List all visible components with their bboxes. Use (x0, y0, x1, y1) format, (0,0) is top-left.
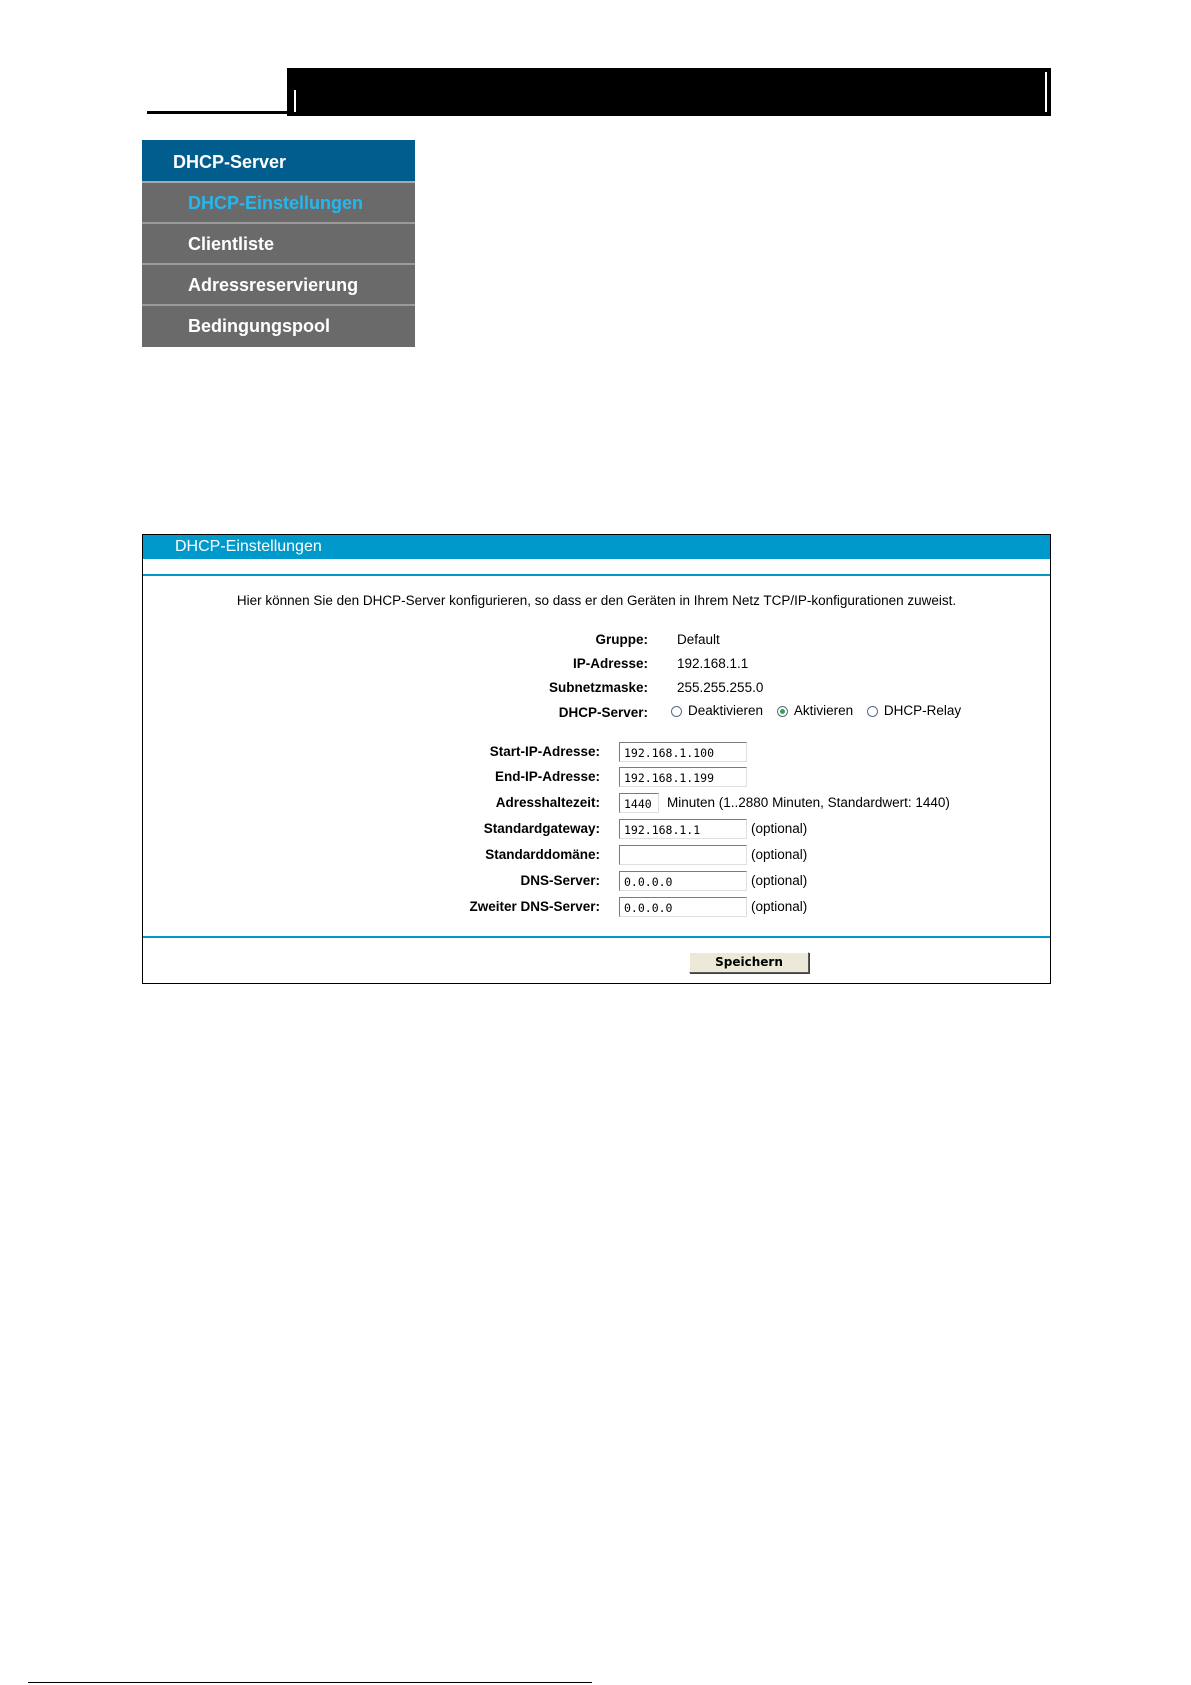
menu-header-dhcp-server[interactable]: DHCP-Server (142, 140, 415, 183)
group-label: Gruppe: (595, 632, 648, 647)
panel-title: DHCP-Einstellungen (143, 535, 1050, 559)
subnet-mask-label: Subnetzmaske: (548, 680, 648, 695)
ip-address-label: IP-Adresse: (572, 656, 648, 671)
group-value: Default (677, 632, 720, 647)
ip-address-value: 192.168.1.1 (677, 656, 749, 671)
secondary-dns-label: Zweiter DNS-Server: (469, 899, 600, 914)
default-gateway-label: Standardgateway: (483, 821, 600, 836)
default-domain-input[interactable] (619, 845, 747, 865)
radio-button-checked[interactable] (777, 706, 788, 717)
default-domain-label: Standarddomäne: (485, 847, 600, 862)
menu-item-clientliste[interactable]: Clientliste (142, 224, 415, 265)
header-bar-mark-right (1045, 72, 1047, 112)
header-rule (147, 111, 287, 114)
secondary-dns-input[interactable]: 0.0.0.0 (619, 897, 747, 917)
radio-label: Deaktivieren (688, 703, 764, 718)
default-gateway-input[interactable]: 192.168.1.1 (619, 819, 747, 839)
radio-label: Aktivieren (793, 703, 854, 718)
subnet-mask-value: 255.255.255.0 (677, 680, 764, 695)
menu-item-bedingungspool[interactable]: Bedingungspool (142, 306, 415, 347)
radio-option-aktivieren[interactable] (777, 703, 853, 718)
radio-button[interactable] (671, 706, 682, 717)
optional-hint: (optional) (751, 847, 808, 862)
radio-button[interactable] (867, 706, 878, 717)
lease-time-label: Adresshaltezeit: (495, 795, 600, 810)
header-bar (287, 68, 1051, 116)
save-button[interactable]: Speichern (689, 952, 809, 973)
optional-hint: (optional) (751, 821, 808, 836)
radio-option-deaktivieren[interactable] (671, 703, 763, 718)
header-bar-mark-left (294, 90, 296, 112)
menu-item-adressreservierung[interactable]: Adressreservierung (142, 265, 415, 306)
dns-server-label: DNS-Server: (520, 873, 600, 888)
end-ip-input[interactable]: 192.168.1.199 (619, 767, 747, 787)
start-ip-input[interactable]: 192.168.1.100 (619, 742, 747, 762)
dns-server-input[interactable]: 0.0.0.0 (619, 871, 747, 891)
divider (143, 574, 1050, 576)
radio-label: DHCP-Relay (883, 703, 962, 718)
lease-time-hint: Minuten (1..2880 Minuten, Standardwert: 1440) (667, 795, 950, 810)
optional-hint: (optional) (751, 873, 808, 888)
menu-item-dhcp-einstellungen[interactable]: DHCP-Einstellungen (142, 183, 415, 224)
optional-hint: (optional) (751, 899, 808, 914)
end-ip-label: End-IP-Adresse: (494, 769, 600, 784)
dhcp-menu (142, 140, 415, 347)
divider (143, 936, 1050, 938)
dhcp-server-radio-group (671, 703, 971, 718)
footer-rule (28, 1682, 592, 1683)
dhcp-settings-panel (142, 534, 1051, 984)
start-ip-label: Start-IP-Adresse: (489, 744, 600, 759)
lease-time-input[interactable]: 1440 (619, 793, 659, 813)
dhcp-server-label: DHCP-Server: (558, 705, 648, 720)
radio-option-dhcp-relay[interactable] (867, 703, 961, 718)
intro-text: Hier können Sie den DHCP-Server konfigurieren, so dass er den Geräten in Ihrem Netz TCP/IP-konfigurationen zuweist. (236, 593, 957, 608)
